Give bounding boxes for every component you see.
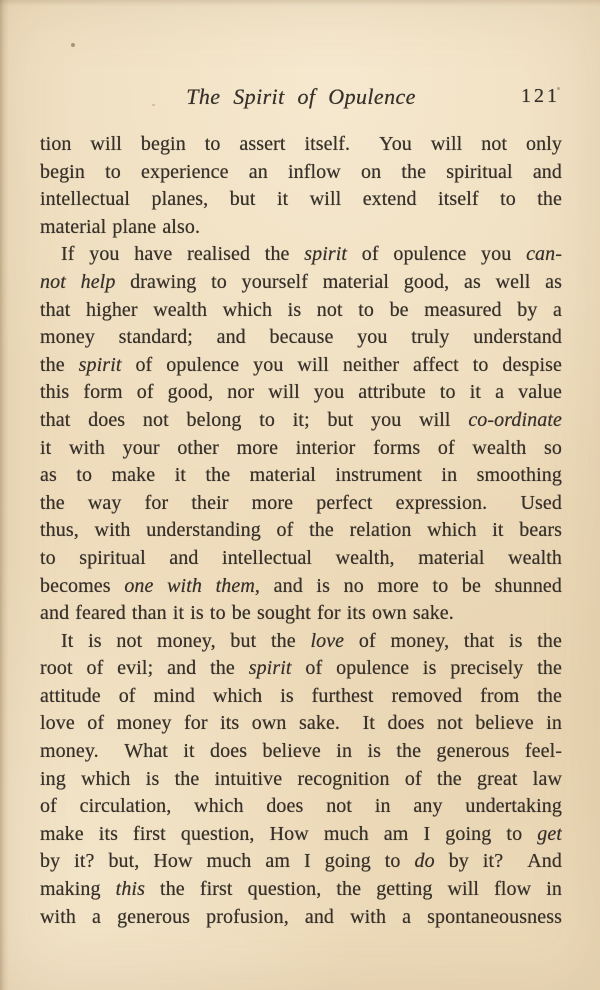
text-run: and is no more to be shunned <box>259 574 562 597</box>
text-line <box>40 462 562 490</box>
text-line <box>40 407 562 435</box>
text-line <box>40 904 562 932</box>
text-run: of money, that is the <box>344 629 562 652</box>
text-line <box>40 214 562 242</box>
text-run: It is not money, but the <box>61 629 311 652</box>
italic-text-run: get <box>537 822 562 845</box>
text-run: becomes <box>40 574 125 597</box>
text-line <box>40 490 562 518</box>
text-line <box>40 517 562 545</box>
italic-text-run: spirit <box>304 243 348 266</box>
text-line <box>40 876 562 904</box>
text-run: of opulence you will neither affect to despise <box>121 353 562 376</box>
italic-text-run: do <box>414 850 435 873</box>
text-run: money. What it does believe in is the generous feel- <box>40 740 562 763</box>
text-line <box>40 352 562 380</box>
text-run: making <box>40 878 116 901</box>
text-line <box>40 683 562 711</box>
body-text <box>40 131 562 931</box>
text-run: If you have realised the <box>61 243 305 266</box>
text-run: it with your other more interior forms of wealth so <box>40 436 562 459</box>
italic-text-run: love <box>310 629 345 652</box>
paper-speck <box>71 43 75 47</box>
text-run: the <box>40 353 79 376</box>
paper-speck <box>152 104 155 106</box>
text-line <box>40 600 562 628</box>
text-run: drawing to yourself material good, as well as <box>115 270 562 293</box>
page-top-shadow <box>0 0 600 6</box>
text-line <box>40 241 562 269</box>
text-line <box>40 573 562 601</box>
text-line <box>40 131 562 159</box>
text-line <box>40 793 562 821</box>
text-run: ing which is the intuitive recognition of the great law <box>40 767 562 790</box>
italic-text-run: not help <box>40 270 116 293</box>
italic-text-run: spirit <box>78 353 122 376</box>
italic-text-run: can- <box>526 243 562 266</box>
text-line <box>40 848 562 876</box>
text-run: to spiritual and intellectual wealth, material wealth <box>40 546 562 569</box>
text-run: of opulence is precisely the <box>291 657 562 680</box>
text-run: by it? And <box>434 850 562 873</box>
text-line <box>40 159 562 187</box>
text-line <box>40 821 562 849</box>
text-line <box>40 324 562 352</box>
text-line <box>40 766 562 794</box>
text-run: of circulation, which does not in any undertaking <box>40 795 562 818</box>
text-run: as to make it the material instrument in smoothing <box>40 464 562 487</box>
text-run: make its first question, How much am I going to <box>40 822 538 845</box>
text-line <box>40 379 562 407</box>
text-run: thus, with understanding of the relation which it bears <box>40 519 562 542</box>
text-run: by it? but, How much am I going to <box>40 850 415 873</box>
text-run: intellectual planes, but it will extend itself to the <box>40 188 562 211</box>
text-run: and feared than it is to be sought for its own sake. <box>40 602 454 625</box>
italic-text-run: spirit <box>248 657 292 680</box>
text-line <box>40 186 562 214</box>
page-number: 121 <box>521 85 560 107</box>
text-run: the first question, the getting will flow in <box>144 878 562 901</box>
text-line <box>40 710 562 738</box>
text-run: that does not belong to it; but you will <box>40 408 469 431</box>
text-run: this form of good, nor will you attribute to it a value <box>40 381 562 404</box>
italic-text-run: one with them, <box>124 574 260 597</box>
text-line <box>40 738 562 766</box>
text-run: of opulence you <box>347 243 527 266</box>
paper-speck <box>557 87 560 90</box>
text-line <box>40 435 562 463</box>
text-run: begin to experience an inflow on the spiritual and <box>40 160 562 183</box>
italic-text-run: co-ordinate <box>468 408 562 431</box>
italic-text-run: this <box>115 878 145 901</box>
text-run: love of money for its own sake. It does not believe in <box>40 712 562 735</box>
text-run: the way for their more perfect expression. Used <box>40 491 562 514</box>
text-run: attitude of mind which is furthest removed from the <box>40 684 562 707</box>
page-edge-shadow <box>0 0 9 990</box>
text-line <box>40 655 562 683</box>
text-line <box>40 269 562 297</box>
text-run: that higher wealth which is not to be measured by a <box>40 298 562 321</box>
text-line <box>40 628 562 656</box>
text-run: tion will begin to assert itself. You will not only <box>40 133 562 155</box>
page-header <box>40 84 562 114</box>
text-line <box>40 545 562 573</box>
text-line <box>40 297 562 325</box>
text-run: money standard; and because you truly understand <box>40 326 562 349</box>
text-run: with a generous profusion, and with a spontaneousness <box>40 905 562 928</box>
text-run: root of evil; and the <box>40 657 249 680</box>
text-run: material plane also. <box>40 215 201 238</box>
running-title: The Spirit of Opulence <box>186 84 416 109</box>
